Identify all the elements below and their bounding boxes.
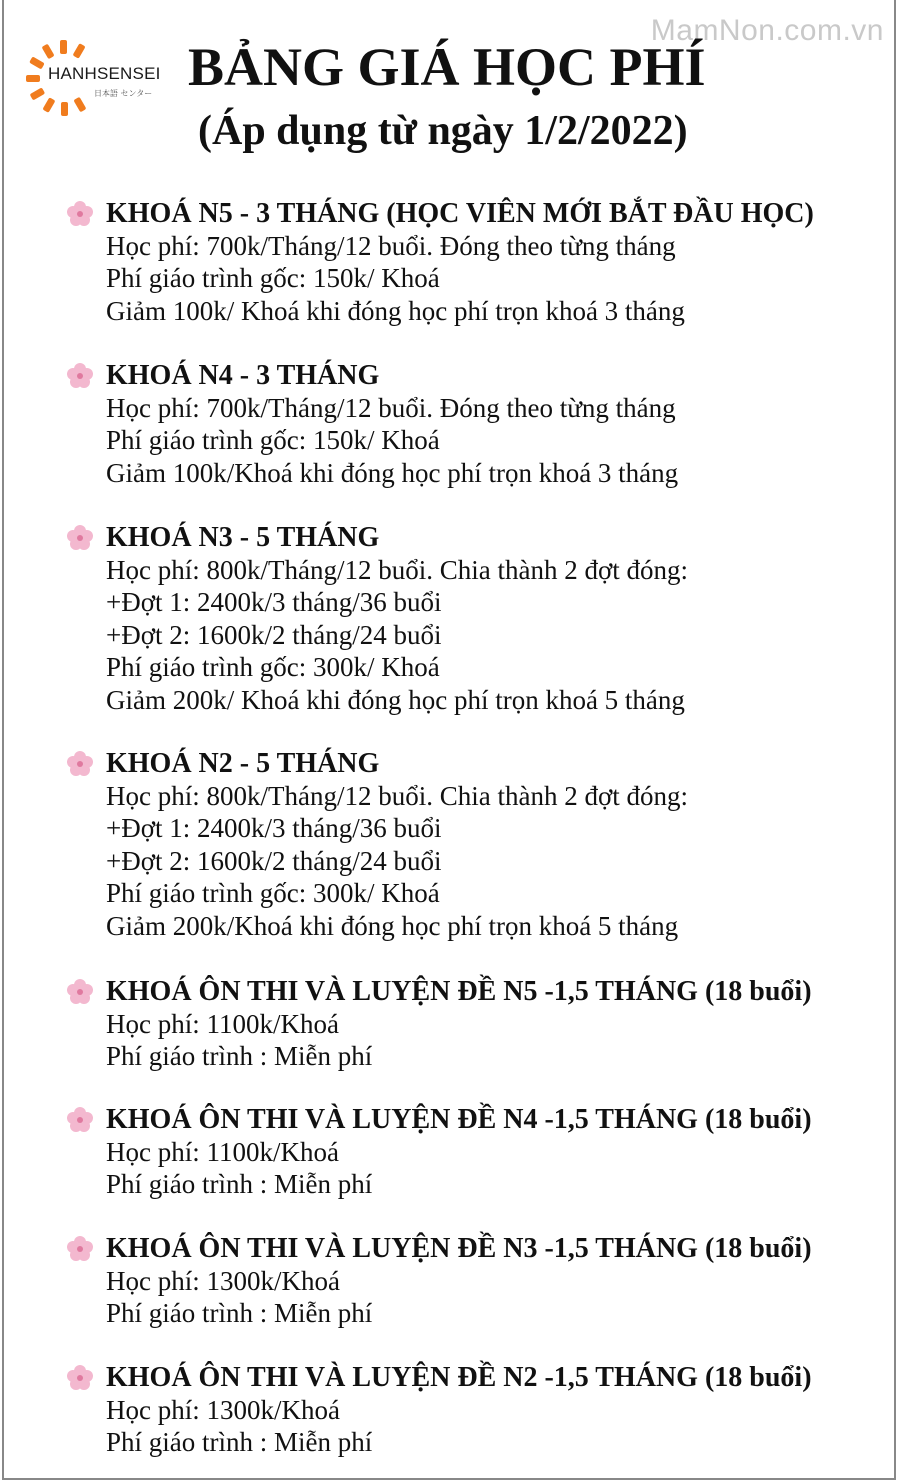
course-section <box>66 976 886 1073</box>
page-subtitle: (Áp dụng từ ngày 1/2/2022) <box>198 108 688 154</box>
course-line: Học phí: 1300k/Khoá <box>106 1266 340 1296</box>
cherry-blossom-icon <box>66 750 94 778</box>
logo-brand: HANHSENSEI <box>48 64 161 83</box>
course-title: KHOÁ N2 - 5 THÁNG <box>106 748 380 779</box>
course-line: Phí giáo trình gốc: 300k/ Khoá <box>106 878 440 909</box>
page-title: BẢNG GIÁ HỌC PHÍ <box>188 37 706 97</box>
logo <box>24 38 174 112</box>
course-line: Phí giáo trình : Miễn phí <box>106 1298 373 1329</box>
course-title: KHOÁ ÔN THI VÀ LUYỆN ĐỀ N4 -1,5 THÁNG (18 buổi) <box>106 1104 812 1135</box>
course-line: Giảm 200k/Khoá khi đóng học phí trọn khoá 5 tháng <box>106 910 679 941</box>
course-line: +Đợt 2: 1600k/2 tháng/24 buổi <box>106 619 442 650</box>
course-line: Học phí: 800k/Tháng/12 buổi. Chia thành 2 đợt đóng: <box>106 781 688 811</box>
cherry-blossom-icon <box>66 1106 94 1134</box>
course-title: KHOÁ ÔN THI VÀ LUYỆN ĐỀ N5 -1,5 THÁNG (18 buổi) <box>106 976 812 1007</box>
cherry-blossom-icon <box>66 1235 94 1263</box>
course-line: Học phí: 1100k/Khoá <box>106 1137 339 1167</box>
cherry-blossom-icon <box>66 978 94 1006</box>
course-line: +Đợt 2: 1600k/2 tháng/24 buổi <box>106 845 442 876</box>
course-section <box>66 748 886 942</box>
course-line: Học phí: 800k/Tháng/12 buổi. Chia thành 2 đợt đóng: <box>106 555 688 585</box>
cherry-blossom-icon <box>66 1364 94 1392</box>
course-line: Phí giáo trình gốc: 300k/ Khoá <box>106 652 440 683</box>
course-line: Học phí: 1300k/Khoá <box>106 1395 340 1425</box>
cherry-blossom-icon <box>66 362 94 390</box>
course-section <box>66 360 886 489</box>
course-section <box>66 522 886 716</box>
course-section <box>66 1104 886 1201</box>
course-line: Giảm 100k/ Khoá khi đóng học phí trọn khoá 3 tháng <box>106 295 685 326</box>
course-line: Học phí: 700k/Tháng/12 buổi. Đóng theo từng tháng <box>106 393 676 423</box>
course-line: Giảm 100k/Khoá khi đóng học phí trọn khoá 3 tháng <box>106 457 679 488</box>
watermark: MamNon.com.vn <box>650 14 884 47</box>
course-title: KHOÁ ÔN THI VÀ LUYỆN ĐỀ N2 -1,5 THÁNG (18 buổi) <box>106 1362 812 1393</box>
course-title: KHOÁ N4 - 3 THÁNG <box>106 360 380 391</box>
course-line: Phí giáo trình : Miễn phí <box>106 1427 373 1458</box>
course-line: +Đợt 1: 2400k/3 tháng/36 buổi <box>106 587 442 618</box>
course-line: Học phí: 1100k/Khoá <box>106 1009 339 1039</box>
cherry-blossom-icon <box>66 200 94 228</box>
cherry-blossom-icon <box>66 524 94 552</box>
course-section <box>66 1233 886 1330</box>
course-line: Phí giáo trình gốc: 150k/ Khoá <box>106 425 440 456</box>
course-title: KHOÁ N3 - 5 THÁNG <box>106 522 380 553</box>
logo-subtext: 日本語 センター <box>94 89 153 98</box>
course-section <box>66 1362 886 1459</box>
course-line: Phí giáo trình : Miễn phí <box>106 1041 373 1072</box>
course-line: +Đợt 1: 2400k/3 tháng/36 buổi <box>106 813 442 844</box>
course-line: Giảm 200k/ Khoá khi đóng học phí trọn khoá 5 tháng <box>106 684 685 715</box>
course-line: Phí giáo trình : Miễn phí <box>106 1169 373 1200</box>
course-title: KHOÁ N5 - 3 THÁNG (HỌC VIÊN MỚI BẮT ĐẦU HỌC) <box>106 198 814 229</box>
course-line: Học phí: 700k/Tháng/12 buổi. Đóng theo từng tháng <box>106 231 676 261</box>
course-title: KHOÁ ÔN THI VÀ LUYỆN ĐỀ N3 -1,5 THÁNG (18 buổi) <box>106 1233 812 1264</box>
course-section <box>66 198 886 327</box>
course-line: Phí giáo trình gốc: 150k/ Khoá <box>106 263 440 294</box>
